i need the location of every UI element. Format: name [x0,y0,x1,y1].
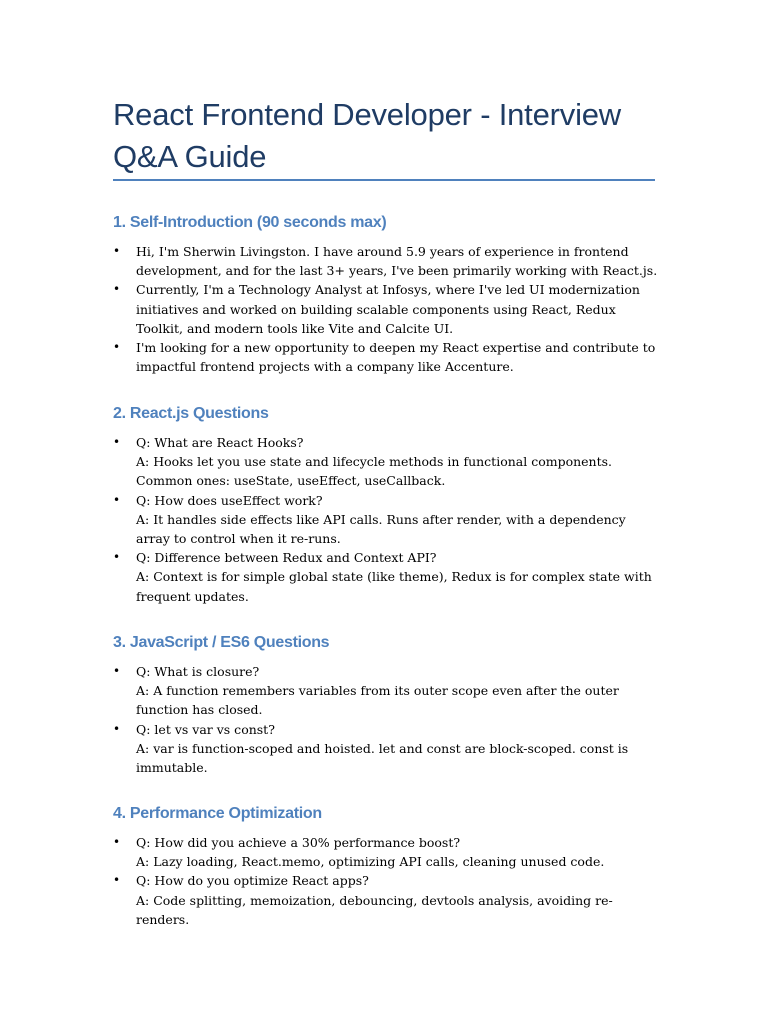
document-title: React Frontend Developer - Interview Q&A Guide [113,97,621,174]
bullet-icon: • [113,873,121,888]
qa-item [113,833,658,871]
section-heading: 2. React.js Questions [113,405,269,422]
bullet-icon: • [113,721,121,736]
answer-text: A: A function remembers variables from its outer scope even after the outer function has closed. [136,683,619,718]
section-list [113,242,658,376]
qa-item [113,548,658,606]
list-item-text: Hi, I'm Sherwin Livingston. I have around 5.9 years of experience in frontend development, and for the last 3+ years, I've been primarily working with React.js. [136,244,658,279]
section-performance-optimization [113,804,658,929]
answer-text: A: It handles side effects like API calls. Runs after render, with a dependency array to control when it re-runs. [136,511,626,547]
list-item-text: I'm looking for a new opportunity to deepen my React expertise and contribute to impactful frontend projects with a company like Accenture. [136,340,656,375]
answer-text: A: var is function-scoped and hoisted. let and const are block-scoped. const is immutable. [136,740,629,776]
bullet-icon: • [113,835,121,849]
bullet-icon: • [113,492,121,507]
title-underline [113,179,655,181]
bullet-icon: • [113,282,121,297]
section-react-questions [113,404,658,606]
answer-text: A: Code splitting, memoization, debouncing, devtools analysis, avoiding re-renders. [136,892,613,927]
list-item [113,242,658,280]
bullet-icon: • [113,550,121,565]
question-text: Q: How do you optimize React apps? [136,873,369,889]
list-item [113,280,658,338]
section-heading: 3. JavaScript / ES6 Questions [113,634,330,651]
question-text: Q: let vs var vs const? [136,721,275,737]
section-list [113,662,658,777]
bullet-icon: • [113,664,121,678]
question-text: Q: What is closure? [136,664,260,679]
qa-item [113,433,658,491]
qa-item [113,491,658,549]
section-self-introduction [113,213,658,376]
list-item [113,338,658,376]
section-heading: 1. Self-Introduction (90 seconds max) [113,214,387,231]
bullet-icon: • [113,435,121,449]
qa-item [113,720,658,778]
qa-item [113,662,658,720]
answer-text: A: Context is for simple global state (like theme), Redux is for complex state with frequent updates. [136,569,652,604]
question-text: Q: How does useEffect work? [136,492,323,508]
section-javascript-questions [113,633,658,777]
section-heading: 4. Performance Optimization [113,805,322,822]
list-item-text: Currently, I'm a Technology Analyst at Infosys, where I've led UI modernization initiatives and worked on building scalable components using React, Redux Toolkit, and modern tools like Vite and Calcite UI. [136,282,640,336]
question-text: Q: How did you achieve a 30% performance boost? [136,835,461,850]
section-list [113,433,658,606]
bullet-icon: • [113,340,121,355]
section-list [113,833,658,929]
bullet-icon: • [113,244,121,258]
question-text: Q: What are React Hooks? [136,435,304,450]
qa-item [113,871,658,929]
question-text: Q: Difference between Redux and Context API? [136,550,437,566]
answer-text: A: Hooks let you use state and lifecycle methods in functional components. Common ones: useState, useEffect, useCallback. [136,454,613,489]
answer-text: A: Lazy loading, React.memo, optimizing API calls, cleaning unused code. [136,854,605,870]
